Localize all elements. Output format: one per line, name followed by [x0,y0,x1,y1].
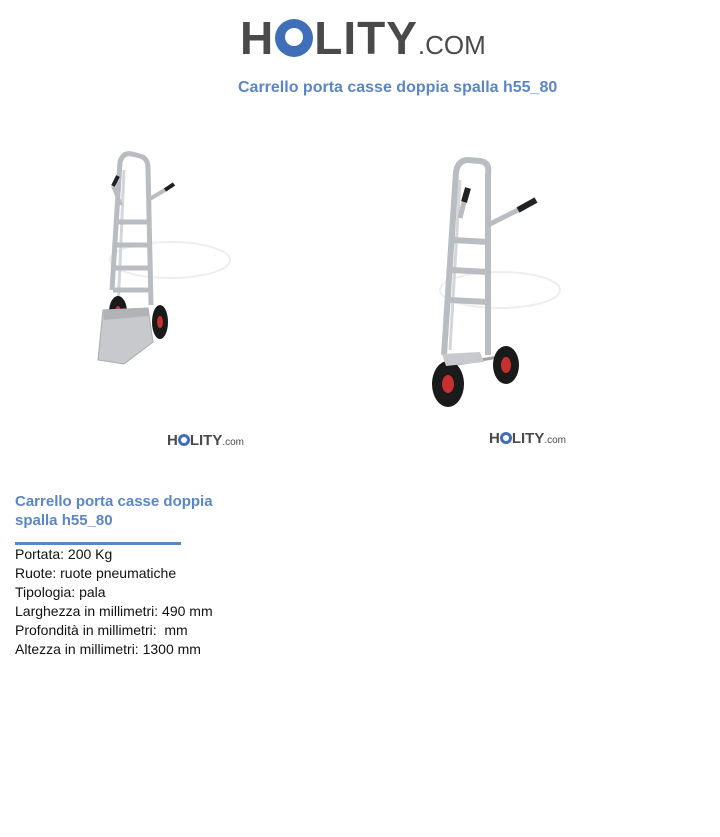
hand-truck-with-plate-image [20,130,320,420]
small-logo-domain: .com [544,435,567,446]
spec-row-tipologia: Tipologia: pala [15,584,106,600]
photo-1-logo [167,432,244,449]
photo-2-logo [489,430,566,447]
small-logo-lity: LITY [189,432,223,449]
spec-row-altezza: Altezza in millimetri: 1300 mm [15,641,201,657]
small-logo-domain: .com [222,437,245,448]
small-logo-o-icon [178,434,190,446]
small-logo-o-icon [500,432,512,444]
holity-logo[interactable] [240,12,490,64]
logo-o-icon [275,19,313,57]
small-logo-h: H [489,430,500,447]
small-logo-lity: LITY [511,430,545,447]
spec-row-larghezza: Larghezza in millimetri: 490 mm [15,603,213,619]
logo-letter-h: H [240,12,275,64]
spec-row-portata: Portata: 200 Kg [15,546,113,562]
logo-domain: .COM [417,30,486,60]
spec-row-ruote: Ruote: ruote pneumatiche [15,565,177,581]
product-title: Carrello porta casse doppia spalla h55_80 [15,493,213,529]
small-logo-h: H [167,432,178,449]
page-title: Carrello porta casse doppia spalla h55_80 [238,79,558,96]
spec-row-profondita: Profondità in millimetri: mm [15,622,188,638]
spec-list [15,545,213,659]
hand-truck-pneumatic-wheels-image [380,130,680,420]
logo-letters-lity: LITY [314,12,418,64]
